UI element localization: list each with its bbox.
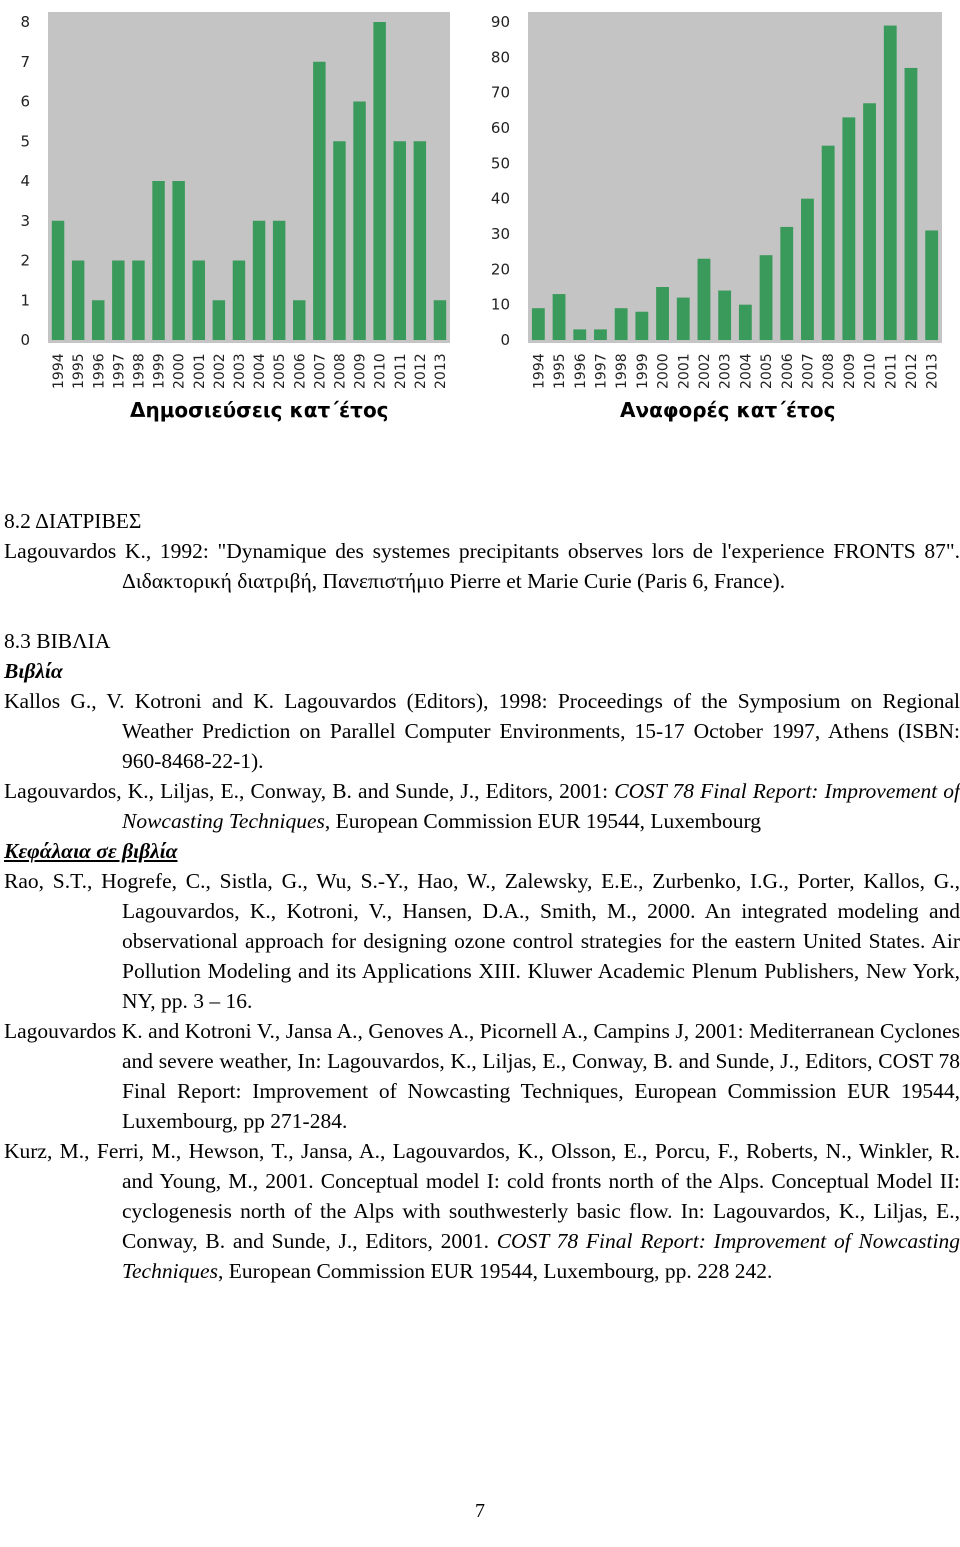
bar-2010	[373, 22, 385, 340]
book-entry-2-title: COST 78 Final Report: Improvement of Nowcasting Techniques	[122, 779, 960, 833]
x-tick-label: 2009	[352, 353, 369, 389]
bar-2002	[213, 300, 225, 340]
bar-2007	[801, 199, 814, 340]
x-tick-label: 2013	[432, 353, 449, 389]
bar-2008	[333, 141, 345, 340]
bar-1994	[532, 308, 545, 340]
y-tick-label: 5	[20, 132, 30, 151]
x-tick-label: 2008	[332, 353, 349, 389]
bar-2006	[293, 300, 305, 340]
x-tick-label: 1995	[71, 353, 88, 389]
page-number: 7	[475, 1500, 485, 1522]
x-tick-label: 1997	[593, 353, 610, 389]
x-tick-label: 1997	[111, 353, 128, 389]
x-tick-label: 1996	[572, 353, 589, 389]
bar-1997	[594, 329, 607, 340]
x-tick-label: 1999	[151, 353, 168, 389]
bar-2007	[313, 62, 325, 340]
x-tick-label: 1996	[91, 353, 108, 389]
x-tick-label: 1994	[531, 353, 548, 389]
x-tick-label: 2004	[252, 353, 269, 389]
x-tick-label: 2002	[211, 353, 228, 389]
document-body	[0, 506, 960, 1286]
bar-2011	[394, 141, 406, 340]
bar-1996	[573, 329, 586, 340]
bar-1995	[72, 261, 84, 341]
section-8-3-heading: 8.3 ΒΙΒΛΙΑ	[4, 629, 111, 653]
bar-2004	[253, 221, 265, 340]
y-tick-label: 10	[490, 295, 510, 314]
y-tick-label: 1	[20, 291, 30, 310]
x-tick-label: 2009	[841, 353, 858, 389]
book-entry-2-publisher: , European Commission EUR 19544, Luxembourg	[324, 809, 762, 833]
chapter-entry-2: Lagouvardos K. and Kotroni V., Jansa A., Genoves A., Picornell A., Campins J, 2001: Mediterranean Cyclones and severe weather, In: Lagouvardos, K., Liljas, E., Conway, B. and Sunde, J., Editors, COST 78 Final Report: Improvement of Nowcasting Techniques, European Commission EUR 19544, Luxembourg, pp 271-284.	[4, 1019, 960, 1133]
chapter-entry-3-title: COST 78 Final Report: Improvement of Nowcasting Techniques	[122, 1229, 960, 1283]
bar-1999	[152, 181, 164, 340]
y-tick-label: 0	[500, 331, 510, 349]
bar-2002	[698, 259, 711, 340]
x-tick-label: 2000	[655, 353, 672, 389]
x-tick-label: 2000	[171, 353, 188, 389]
x-tick-label: 2010	[372, 353, 389, 389]
bar-1998	[615, 308, 628, 340]
x-tick-label: 2001	[676, 353, 693, 389]
bar-2000	[656, 287, 669, 340]
x-tick-label: 2012	[412, 353, 429, 389]
bar-2004	[739, 305, 752, 340]
chapter-entry-1: Rao, S.T., Hogrefe, C., Sistla, G., Wu, S.-Y., Hao, W., Zalewsky, E.E., Zurbenko, I.G., Porter, Kallos, G., Lagouvardos, K., Kotroni, V., Hansen, D.A., Smith, M., 2000. An integrated modeling and observational approach for designing ozone control strategies for the eastern United States. Air Pollution Modeling and its Applications XIII. Kluwer Academic Plenum Publishers, New York, NY, pp. 3 – 16.	[4, 869, 960, 1013]
y-tick-label: 60	[490, 119, 510, 137]
y-tick-label: 90	[490, 13, 510, 31]
books-subheading: Βιβλία	[4, 659, 63, 683]
bar-1995	[553, 294, 566, 340]
bar-2011	[884, 26, 897, 340]
x-tick-label: 2002	[696, 353, 713, 389]
x-tick-label: 1998	[614, 353, 631, 389]
y-tick-label: 30	[490, 225, 510, 243]
bar-1999	[635, 312, 648, 340]
bar-1997	[112, 261, 124, 341]
x-tick-label: 1994	[51, 353, 68, 389]
x-tick-label: 2012	[903, 353, 920, 389]
x-tick-label: 2003	[231, 353, 248, 389]
book-entry-1: Kallos G., V. Kotroni and K. Lagouvardos (Editors), 1998: Proceedings of the Symposium on Regional Weather Prediction on Parallel Computer Environments, 15-17 October 1997, Athens (ISBN: 960-8468-22-1).	[4, 689, 960, 773]
x-tick-label: 2011	[392, 353, 409, 389]
chapter-entry-3-text: Kurz, M., Ferri, M., Hewson, T., Jansa, A., Lagouvardos, K., Olsson, E., Porcu, F., Roberts, N., Winkler, R. and Young, M., 2001. Conceptual model I: cold fronts north of the Alps. Conceptual Model II: cyclogenesis north of the Alps with southwesterly basic flow. In: Lagouvardos, K., Liljas, E., Conway, B. and Sunde, J., Editors, 2001.	[4, 1139, 960, 1253]
y-tick-label: 40	[490, 189, 510, 208]
chapters-subheading: Κεφάλαια σε βιβλία	[4, 839, 178, 863]
bar-2001	[193, 261, 205, 341]
x-tick-label: 2005	[759, 353, 776, 389]
x-tick-label: 2005	[272, 353, 289, 389]
bar-2013	[925, 230, 938, 340]
x-tick-label: 2007	[800, 353, 817, 389]
bar-2003	[233, 261, 245, 341]
bar-1996	[92, 300, 104, 340]
y-tick-label: 3	[20, 211, 30, 230]
y-tick-label: 2	[20, 251, 30, 270]
x-tick-label: 2008	[821, 353, 838, 389]
y-tick-label: 20	[490, 260, 510, 279]
x-tick-label: 2010	[862, 353, 879, 389]
bar-1998	[132, 261, 144, 341]
bar-2000	[172, 181, 184, 340]
bar-2012	[414, 141, 426, 340]
y-tick-label: 50	[490, 154, 510, 173]
x-tick-label: 2013	[924, 353, 941, 389]
bar-2006	[780, 227, 793, 340]
thesis-entry: Lagouvardos K., 1992: "Dynamique des systemes precipitants observes lors de l'experience FRONTS 87". Διδακτορική διατριβή, Πανεπιστήμιο Pierre et Marie Curie (Paris 6, France).	[4, 539, 960, 593]
x-tick-label: 2007	[312, 353, 329, 389]
book-entry-2-authors: Lagouvardos, K., Liljas, E., Conway, B. and Sunde, J., Editors, 2001:	[4, 779, 615, 803]
y-tick-label: 7	[20, 52, 30, 71]
bar-2005	[760, 255, 773, 340]
x-tick-label: 2011	[883, 353, 900, 389]
bar-1994	[52, 221, 64, 340]
plot-area	[48, 12, 450, 343]
chapter-entry-3	[0, 1136, 960, 1286]
x-tick-label: 1999	[634, 353, 651, 389]
citations-per-year-chart	[480, 0, 960, 395]
bar-2008	[822, 146, 835, 340]
bar-2013	[434, 300, 446, 340]
citations-chart-caption: Αναφορές κατ΄έτος	[620, 398, 836, 422]
bar-2010	[863, 103, 876, 340]
bar-2009	[353, 102, 365, 341]
bar-2005	[273, 221, 285, 340]
x-tick-label: 1998	[131, 353, 148, 389]
bar-2003	[718, 291, 731, 340]
x-tick-label: 2006	[292, 353, 309, 389]
chapter-entry-3-publisher: , European Commission EUR 19544, Luxembourg, pp. 228 242.	[217, 1259, 773, 1283]
bar-2009	[842, 117, 855, 340]
y-tick-label: 6	[20, 92, 30, 111]
y-tick-label: 4	[20, 172, 30, 190]
y-tick-label: 80	[490, 48, 510, 67]
x-tick-label: 2006	[779, 353, 796, 389]
publications-per-year-chart	[0, 0, 460, 395]
x-tick-label: 1995	[552, 353, 569, 389]
y-tick-label: 0	[20, 331, 30, 349]
x-tick-label: 2004	[738, 353, 755, 389]
book-entry-2	[0, 776, 960, 836]
x-tick-label: 2003	[717, 353, 734, 389]
bar-2001	[677, 298, 690, 340]
publications-chart-caption: Δημοσιεύσεις κατ΄έτος	[130, 398, 389, 422]
section-8-2-heading: 8.2 ΔΙΑΤΡΙΒΕΣ	[4, 509, 142, 533]
bar-2012	[905, 68, 918, 340]
y-tick-label: 8	[20, 13, 30, 31]
y-tick-label: 70	[490, 83, 510, 102]
plot-area	[528, 12, 942, 343]
x-tick-label: 2001	[191, 353, 208, 389]
